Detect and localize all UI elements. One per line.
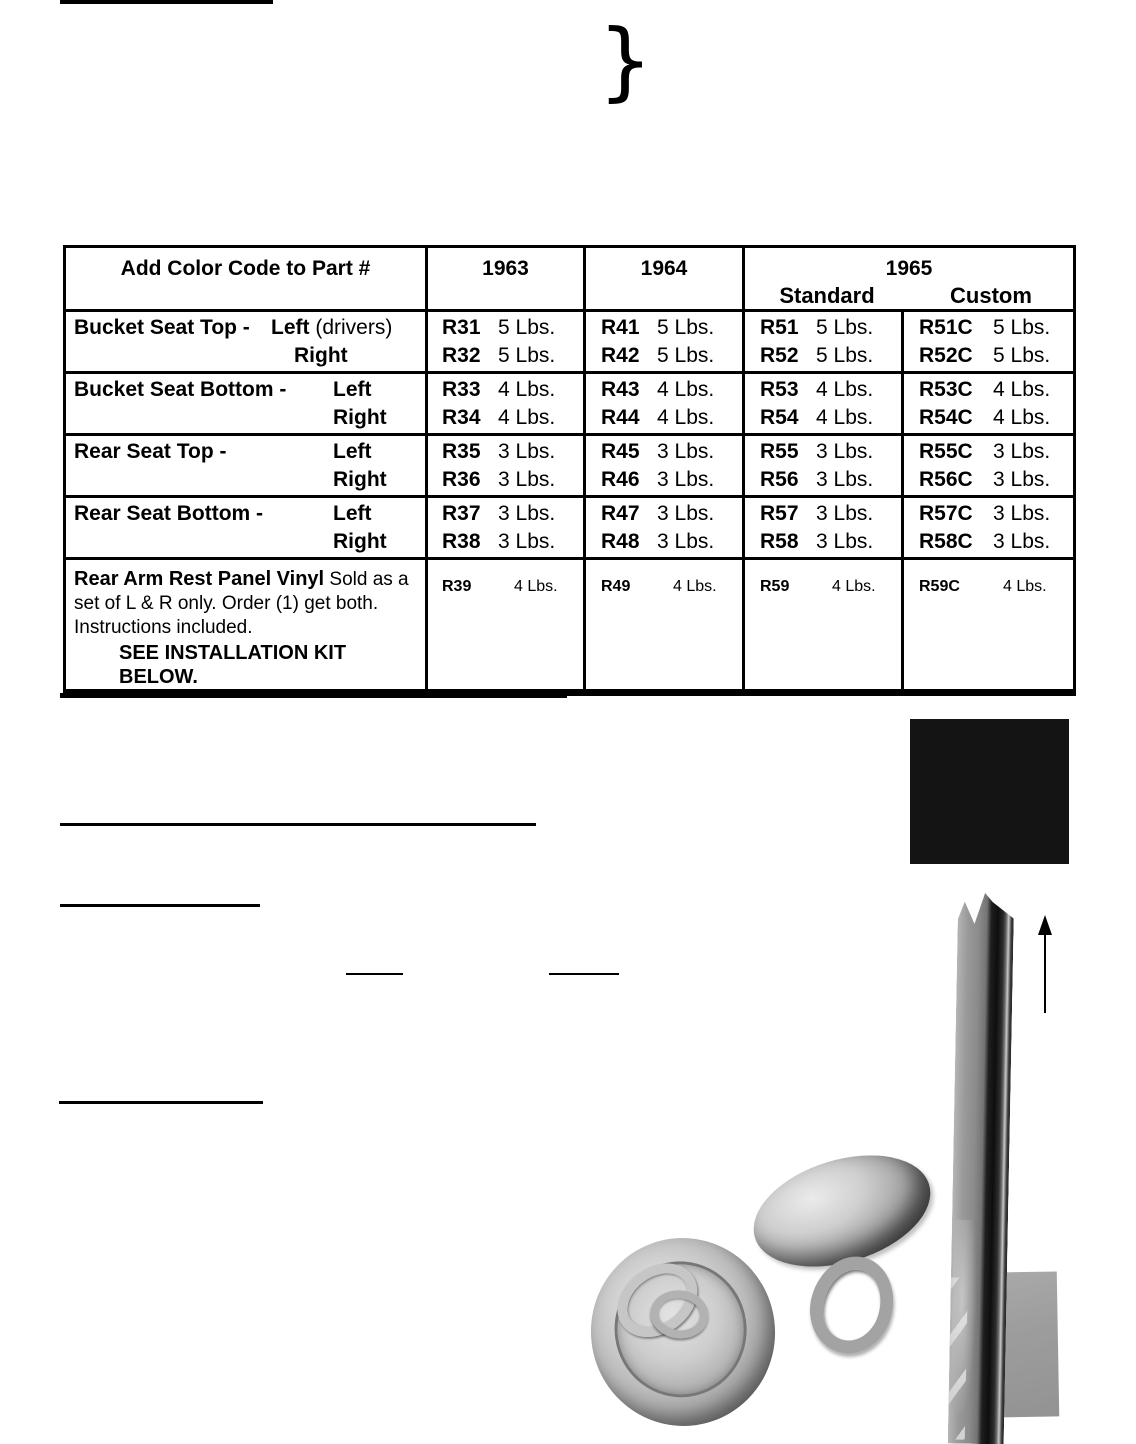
part-weight: 5 Lbs. — [816, 315, 874, 339]
part-weight: 3 Lbs. — [816, 439, 874, 463]
column-header-part-code: Add Color Code to Part # — [65, 247, 427, 311]
part-number: R58C — [919, 529, 973, 553]
part-weight: 5 Lbs. — [993, 315, 1051, 339]
part-number: R55 — [760, 439, 799, 463]
side-left-label: Left — [333, 501, 372, 525]
part-cell-1964 — [585, 559, 744, 693]
part-weight: 5 Lbs. — [816, 343, 874, 367]
part-weight: 3 Lbs. — [657, 439, 715, 463]
part-weight: 3 Lbs. — [498, 467, 556, 491]
part-number: R46 — [601, 467, 640, 491]
part-number: R54 — [760, 405, 799, 429]
part-weight: 4 Lbs. — [657, 405, 715, 429]
part-cell-1964 — [585, 435, 744, 497]
part-cell-1964 — [585, 497, 744, 559]
part-number: R39 — [442, 578, 472, 595]
part-number: R43 — [601, 377, 640, 401]
part-number: R33 — [442, 377, 481, 401]
part-number: R44 — [601, 405, 640, 429]
part-number: R53 — [760, 377, 799, 401]
part-weight: 4 Lbs. — [514, 578, 558, 595]
part-number: R58 — [760, 529, 799, 553]
part-number: R38 — [442, 529, 481, 553]
part-weight: 4 Lbs. — [498, 405, 556, 429]
part-number: R55C — [919, 439, 973, 463]
upholstery-buttons-photo — [585, 1158, 965, 1444]
part-cell-1965-custom — [903, 373, 1075, 435]
table-row-rear-armrest-vinyl — [65, 559, 1075, 693]
row-label-cell — [65, 373, 427, 435]
part-number: R54C — [919, 405, 973, 429]
row-label: Bucket Seat Top - — [74, 315, 250, 339]
part-weight: 3 Lbs. — [816, 467, 874, 491]
part-cell-1965-custom — [903, 497, 1075, 559]
button-back-view-photo — [579, 1226, 787, 1438]
part-number: R51 — [760, 315, 799, 339]
side-right-label: Right — [294, 343, 348, 367]
part-weight: 3 Lbs. — [498, 501, 556, 525]
part-number: R42 — [601, 343, 640, 367]
side-right-label: Right — [333, 529, 387, 553]
part-weight: 3 Lbs. — [816, 501, 874, 525]
side-right-label: Right — [333, 405, 387, 429]
part-number: R51C — [919, 315, 973, 339]
part-weight: 4 Lbs. — [993, 377, 1051, 401]
part-number: R59C — [919, 578, 960, 595]
part-number: R34 — [442, 405, 481, 429]
part-weight: 4 Lbs. — [816, 405, 874, 429]
row-label: Rear Seat Top - — [74, 439, 227, 463]
part-number: R53C — [919, 377, 973, 401]
part-cell-1963 — [427, 497, 585, 559]
part-number: R37 — [442, 501, 481, 525]
table-header-row — [65, 247, 1075, 311]
part-number: R41 — [601, 315, 640, 339]
part-number: R57C — [919, 501, 973, 525]
see-installation-note: SEE INSTALLATION KIT BELOW. — [119, 642, 347, 688]
section-underline — [60, 823, 536, 826]
part-cell-1965-custom — [903, 311, 1075, 373]
part-number: R31 — [442, 315, 481, 339]
part-cell-1965-standard — [744, 559, 903, 693]
part-cell-1963 — [427, 311, 585, 373]
part-weight: 4 Lbs. — [1003, 578, 1047, 595]
black-image-block — [910, 719, 1069, 864]
side-left-label: Left (drivers) — [271, 315, 393, 339]
part-weight: 3 Lbs. — [657, 529, 715, 553]
part-weight: 4 Lbs. — [832, 578, 876, 595]
part-cell-1965-standard — [744, 373, 903, 435]
part-number: R49 — [601, 578, 631, 595]
part-weight: 3 Lbs. — [657, 501, 715, 525]
row-label: Bucket Seat Bottom - — [74, 377, 287, 401]
part-weight: 5 Lbs. — [498, 315, 556, 339]
part-number: R59 — [760, 578, 790, 595]
side-right-label: Right — [333, 467, 387, 491]
part-number: R45 — [601, 439, 640, 463]
row-label-cell — [65, 497, 427, 559]
row-label: Rear Seat Bottom - — [74, 501, 264, 525]
part-weight: 4 Lbs. — [498, 377, 556, 401]
column-header-1963: 1963 — [427, 247, 585, 311]
part-weight: 5 Lbs. — [657, 343, 715, 367]
part-cell-1963 — [427, 373, 585, 435]
column-header-1964: 1964 — [585, 247, 744, 311]
subheader-custom: Custom — [950, 283, 1032, 308]
part-weight: 5 Lbs. — [993, 343, 1051, 367]
row-label-cell — [65, 435, 427, 497]
table-row-bucket-seat-bottom — [65, 373, 1075, 435]
part-number: R56C — [919, 467, 973, 491]
part-weight: 4 Lbs. — [657, 377, 715, 401]
part-number: R35 — [442, 439, 481, 463]
row-label-cell — [65, 311, 427, 373]
part-number: R57 — [760, 501, 799, 525]
curly-brace-glyph: } — [598, 11, 653, 111]
part-weight: 5 Lbs. — [498, 343, 556, 367]
part-weight: 4 Lbs. — [673, 578, 717, 595]
part-number: R36 — [442, 467, 481, 491]
table-row-bucket-seat-top — [65, 311, 1075, 373]
row-note: Sold as a set of L & R only. Order (1) get both. Instructions included. — [74, 569, 409, 638]
section-underline — [60, 904, 260, 907]
table-row-rear-seat-top — [65, 435, 1075, 497]
section-underline — [60, 693, 567, 698]
part-cell-1965-custom — [903, 559, 1075, 693]
part-weight: 3 Lbs. — [993, 439, 1051, 463]
part-weight: 4 Lbs. — [993, 405, 1051, 429]
part-cell-1963 — [427, 559, 585, 693]
part-cell-1964 — [585, 311, 744, 373]
parts-table — [63, 245, 1076, 696]
part-number: R47 — [601, 501, 640, 525]
part-number: R48 — [601, 529, 640, 553]
row-label: Rear Arm Rest Panel Vinyl — [74, 568, 325, 590]
part-weight: 3 Lbs. — [993, 529, 1051, 553]
part-cell-1965-standard — [744, 435, 903, 497]
column-header-1965 — [744, 247, 1075, 311]
part-number: R52C — [919, 343, 973, 367]
section-underline — [59, 1101, 263, 1104]
part-number: R52 — [760, 343, 799, 367]
heading-underline-top — [60, 0, 273, 4]
part-cell-1965-standard — [744, 497, 903, 559]
part-cell-1963 — [427, 435, 585, 497]
inline-underline — [549, 973, 619, 975]
part-weight: 3 Lbs. — [993, 501, 1051, 525]
side-left-label: Left — [333, 439, 372, 463]
part-weight: 3 Lbs. — [498, 439, 556, 463]
part-number: R56 — [760, 467, 799, 491]
table-row-rear-seat-bottom — [65, 497, 1075, 559]
year-1965-label: 1965 — [885, 257, 933, 280]
part-cell-1964 — [585, 373, 744, 435]
row-label-cell — [65, 559, 427, 693]
part-weight: 3 Lbs. — [498, 529, 556, 553]
side-left-label: Left — [333, 377, 372, 401]
part-number: R32 — [442, 343, 481, 367]
part-weight: 5 Lbs. — [657, 315, 715, 339]
part-weight: 4 Lbs. — [816, 377, 874, 401]
subheader-standard: Standard — [779, 283, 875, 308]
part-weight: 3 Lbs. — [816, 529, 874, 553]
part-weight: 3 Lbs. — [657, 467, 715, 491]
part-cell-1965-standard — [744, 311, 903, 373]
inline-underline — [346, 973, 403, 975]
part-cell-1965-custom — [903, 435, 1075, 497]
part-weight: 3 Lbs. — [993, 467, 1051, 491]
